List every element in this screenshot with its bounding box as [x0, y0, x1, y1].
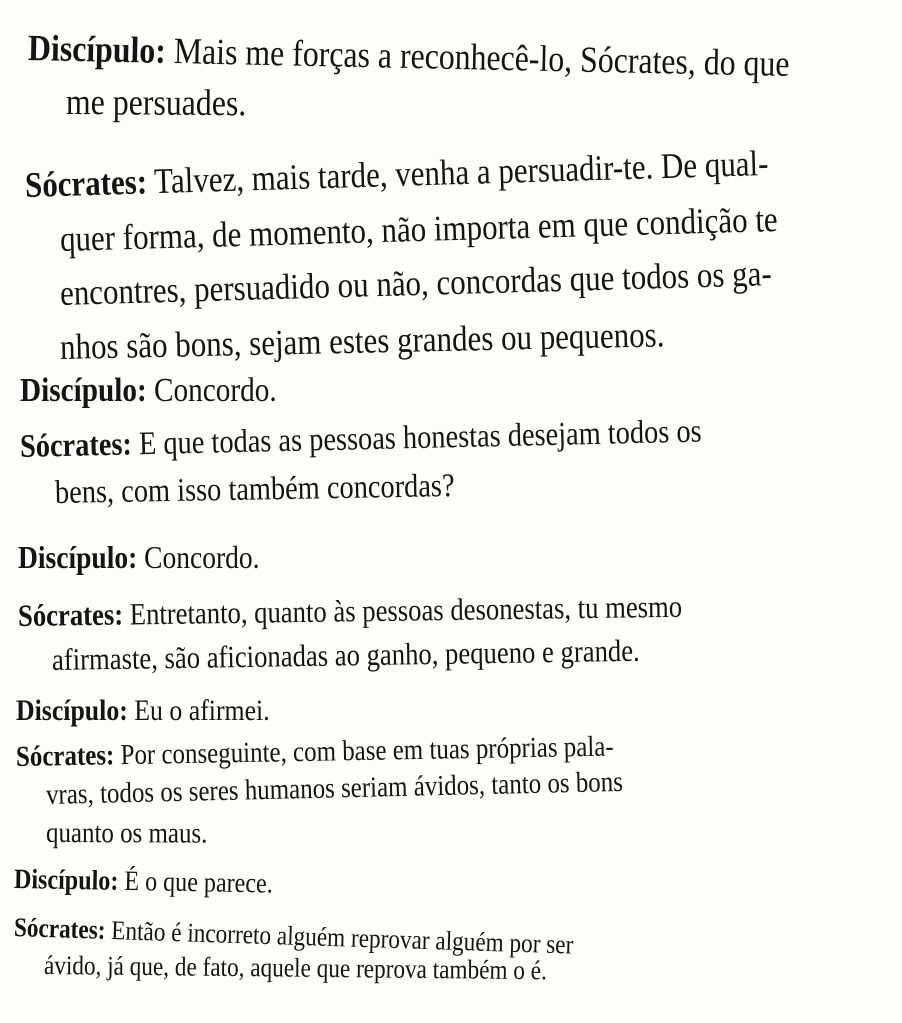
dialogue-turn-disciple [0, 860, 902, 900]
speaker-label: Discípulo: [18, 539, 138, 575]
dialogue-turn-disciple [0, 22, 902, 130]
speech-text: nhos são bons, sejam estes grandes ou pequenos. [59, 314, 665, 367]
speech-text: ávido, já que, de fato, aquele que reprova também o é. [43, 950, 548, 986]
speaker-label: Discípulo: [13, 864, 119, 897]
speech-text: Entretanto, quanto às pessoas desonestas, tu mesmo [122, 588, 683, 632]
speaker-label: Sócrates: [17, 596, 124, 633]
dialogue-turn-socrates [0, 908, 902, 984]
dialogue-turn-disciple [0, 534, 902, 580]
speech-text: Então é incorreto alguém reprovar alguém por ser [105, 914, 574, 960]
speech-text: Eu o afirmei. [127, 694, 270, 727]
speech-text: quer forma, de momento, não importa em que condição te [59, 198, 779, 259]
speaker-label: Sócrates: [19, 426, 133, 465]
speech-text: Por conseguinte, com base em tuas próprias pala- [114, 730, 614, 772]
speech-text: Mais me forças a reconhecê-lo, Sócrates, do que [165, 30, 790, 85]
dialogue-turn-socrates [0, 730, 902, 852]
speaker-label: Discípulo: [20, 372, 147, 409]
speech-text: me persuades. [65, 82, 247, 125]
speech-text: encontres, persuadido ou não, concordas que todos os ga- [59, 253, 773, 313]
speech-text: quanto os maus. [45, 817, 208, 850]
speaker-label: Sócrates: [24, 161, 148, 205]
speech-text: E que todas as pessoas honestas desejam todos os [131, 413, 703, 463]
dialogue-turn-socrates [0, 142, 902, 374]
dialogue-line [20, 367, 779, 415]
dialogue-turn-socrates [0, 588, 902, 682]
speech-text: vras, todos os seres humanos seriam ávidos, tanto os bons [45, 765, 624, 811]
speaker-label: Discípulo: [16, 694, 128, 727]
speech-text: Concordo. [146, 372, 277, 409]
speaker-label: Discípulo: [27, 28, 167, 72]
speech-text: Concordo. [137, 539, 260, 575]
dialogue-line [14, 860, 778, 913]
speech-text: É o que parece. [118, 865, 274, 900]
speaker-label: Sócrates: [13, 912, 106, 945]
speaker-label: Sócrates: [15, 739, 115, 773]
dialogue-turn-socrates [0, 413, 902, 516]
dialogue-line [18, 534, 778, 580]
speech-text: bens, com isso também concordas? [54, 468, 455, 511]
speech-text: afirmaste, são aficionadas ao ganho, pequeno e grande. [51, 632, 640, 677]
speech-text: Talvez, mais tarde, venha a persuadir-te. De qual- [146, 142, 769, 202]
